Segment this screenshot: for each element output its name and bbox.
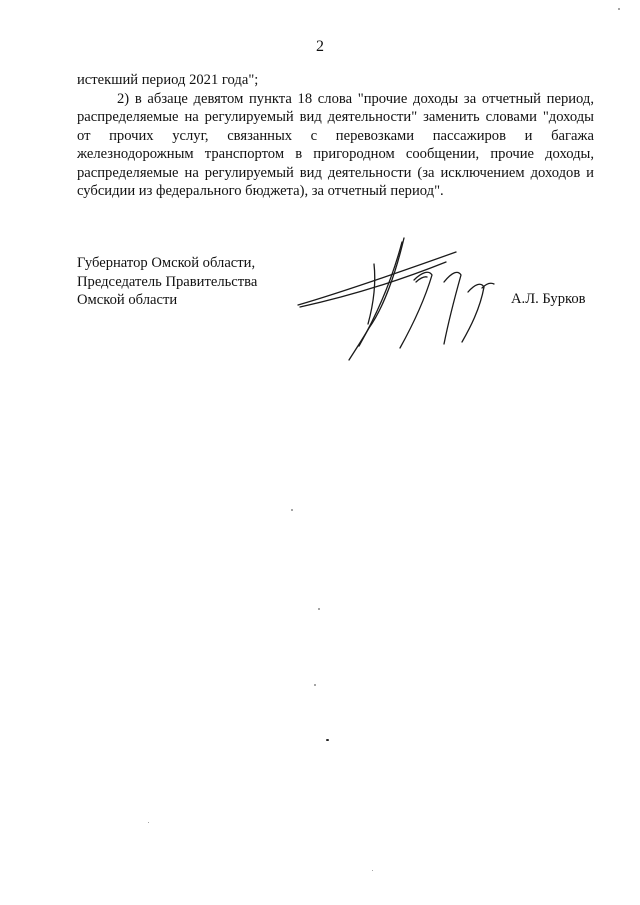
position-line: Омской области — [77, 292, 178, 308]
scan-speck — [291, 509, 293, 511]
scan-speck — [372, 870, 373, 871]
paragraph-amendment-2: 2) в абзаце девятом пункта 18 слова "прочие доходы за отчетный период, распределяемые на регулируемый вид деятельности" заменить словами "доходы от прочих услуг, связанных с перевозками пассажиров и багажа железнодорожным транспортом в пригородном сообщении, прочие доходы, распределяемые на регулируемый вид деятельности (за исключением доходов и субсидии из федерального бюджета), за отчетный период". — [77, 90, 594, 199]
scan-speck — [326, 739, 329, 741]
page-number: 2 — [316, 38, 324, 55]
signer-name: А.Л. Бурков — [511, 291, 586, 307]
signatory-position — [77, 254, 257, 310]
document-body — [77, 71, 594, 201]
scan-speck — [618, 8, 620, 10]
handwritten-signature-icon — [296, 232, 502, 364]
scan-speck — [314, 684, 316, 686]
position-line: Губернатор Омской области, — [77, 255, 256, 271]
position-line: Председатель Правительства — [77, 273, 258, 290]
scan-speck — [148, 822, 149, 823]
scan-speck — [318, 608, 320, 610]
paragraph-continuation: истекший период 2021 года"; — [77, 72, 259, 88]
